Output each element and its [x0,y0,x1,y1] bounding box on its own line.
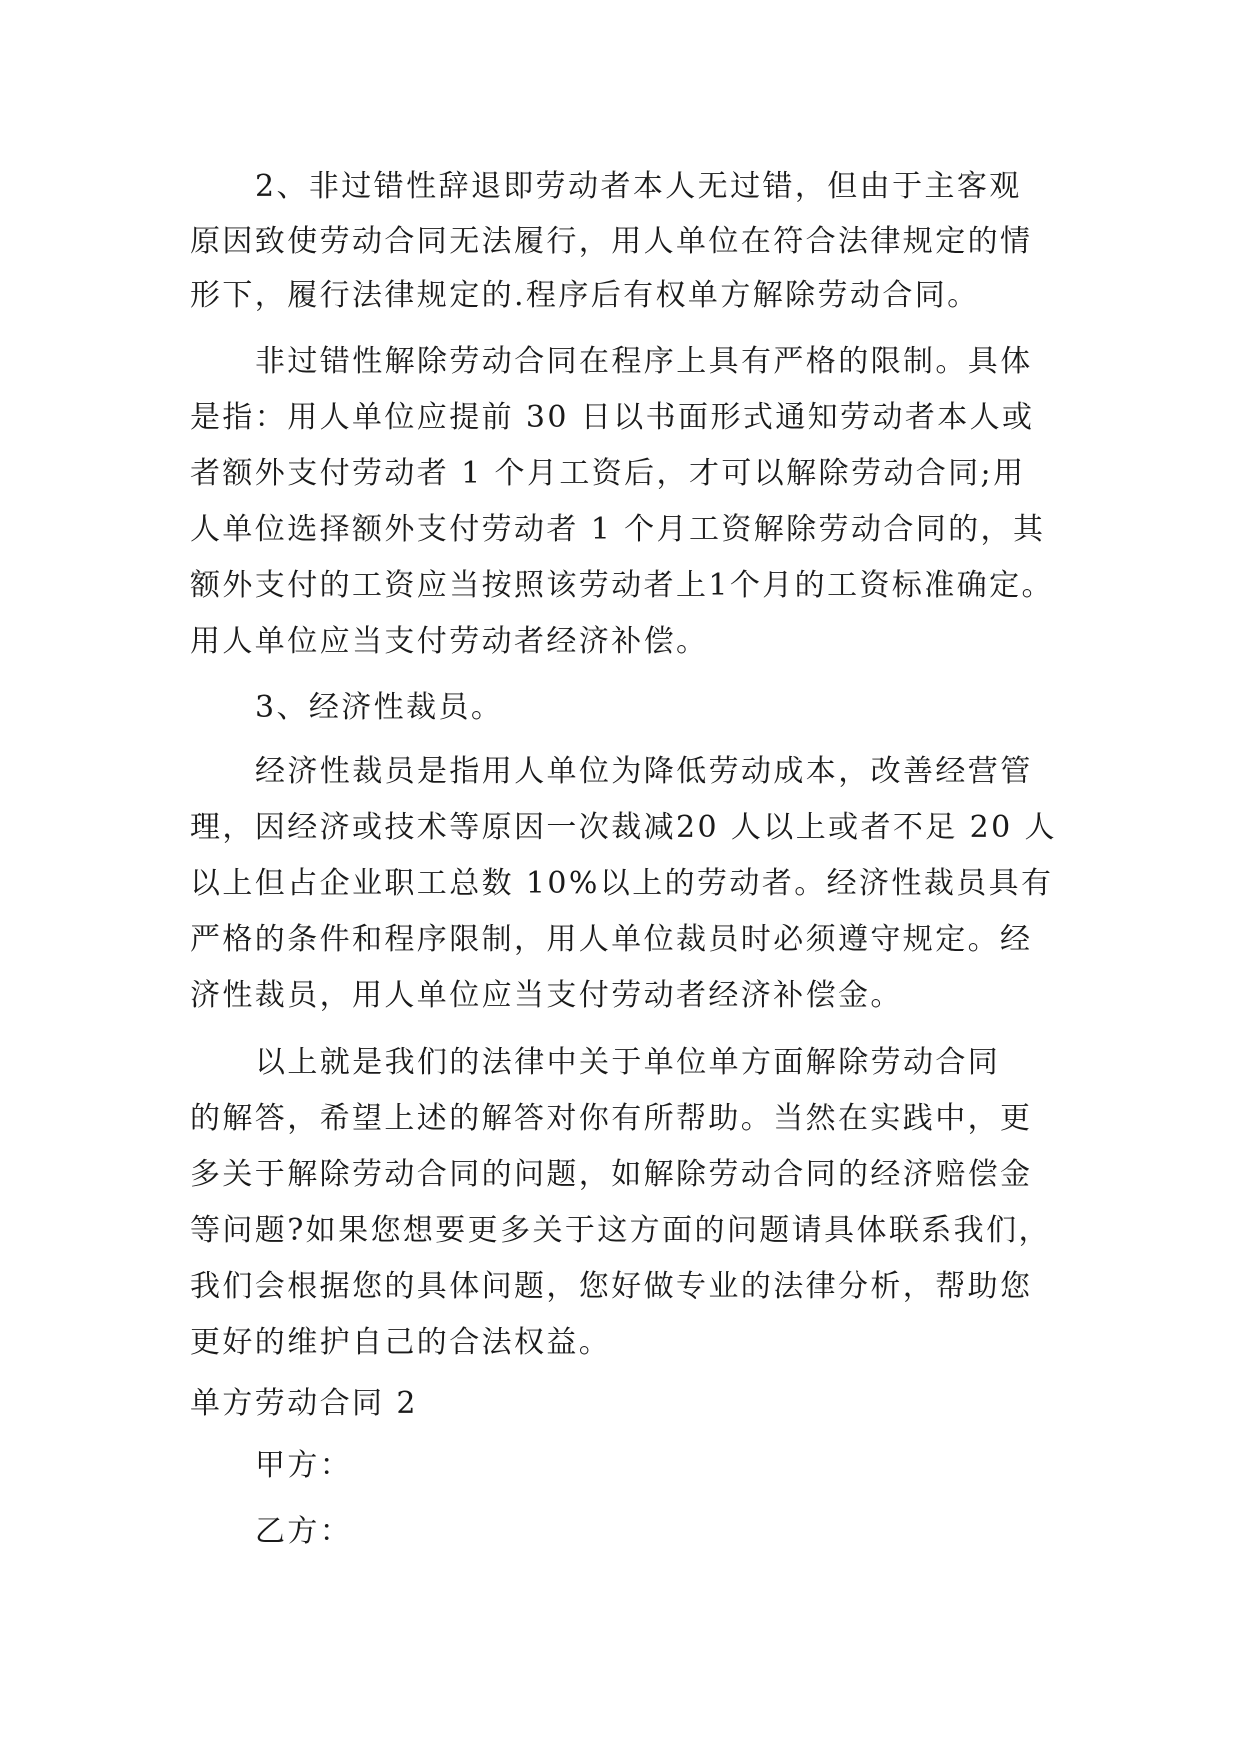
document-title: 单方劳动合同 2 [190,1386,418,1421]
party-b-label: 乙方： [255,1514,353,1549]
paragraph-line: 非过错性解除劳动合同在程序上具有严格的限制。具体 [255,344,1033,379]
paragraph-line: 的解答，希望上述的解答对你有所帮助。当然在实践中，更 [190,1101,1033,1136]
paragraph-line: 者额外支付劳动者 1 个月工资后，才可以解除劳动合同;用 [190,456,1026,491]
paragraph-line: 我们会根据您的具体问题，您好做专业的法律分析，帮助您 [190,1269,1033,1304]
paragraph-line: 形下，履行法律规定的.程序后有权单方解除劳动合同。 [190,278,980,313]
paragraph-line: 更好的维护自己的合法权益。 [190,1325,612,1360]
paragraph-line: 原因致使劳动合同无法履行，用人单位在符合法律规定的情 [190,224,1033,259]
paragraph-line: 等问题?如果您想要更多关于这方面的问题请具体联系我们， [190,1213,1051,1248]
paragraph-line: 以上但占企业职工总数 10%以上的劳动者。经济性裁员具有 [190,866,1054,901]
section-heading: 3、经济性裁员。 [255,690,504,725]
party-a-label: 甲方： [255,1448,353,1483]
paragraph-line: 2、非过错性辞退即劳动者本人无过错，但由于主客观 [255,169,1022,204]
paragraph-line: 理，因经济或技术等原因一次裁减20 人以上或者不足 20 人 [190,810,1057,845]
paragraph-line: 用人单位应当支付劳动者经济补偿。 [190,624,709,659]
paragraph-line: 严格的条件和程序限制，用人单位裁员时必须遵守规定。经 [190,922,1033,957]
paragraph-line: 以上就是我们的法律中关于单位单方面解除劳动合同 [255,1045,1001,1080]
paragraph-line: 额外支付的工资应当按照该劳动者上1个月的工资标准确定。 [190,568,1054,603]
paragraph-line: 经济性裁员是指用人单位为降低劳动成本，改善经营管 [255,754,1033,789]
paragraph-line: 是指：用人单位应提前 30 日以书面形式通知劳动者本人或 [190,400,1035,435]
paragraph-line: 人单位选择额外支付劳动者 1 个月工资解除劳动合同的，其 [190,512,1046,547]
paragraph-line: 济性裁员，用人单位应当支付劳动者经济补偿金。 [190,978,903,1013]
paragraph-line: 多关于解除劳动合同的问题，如解除劳动合同的经济赔偿金 [190,1157,1033,1192]
